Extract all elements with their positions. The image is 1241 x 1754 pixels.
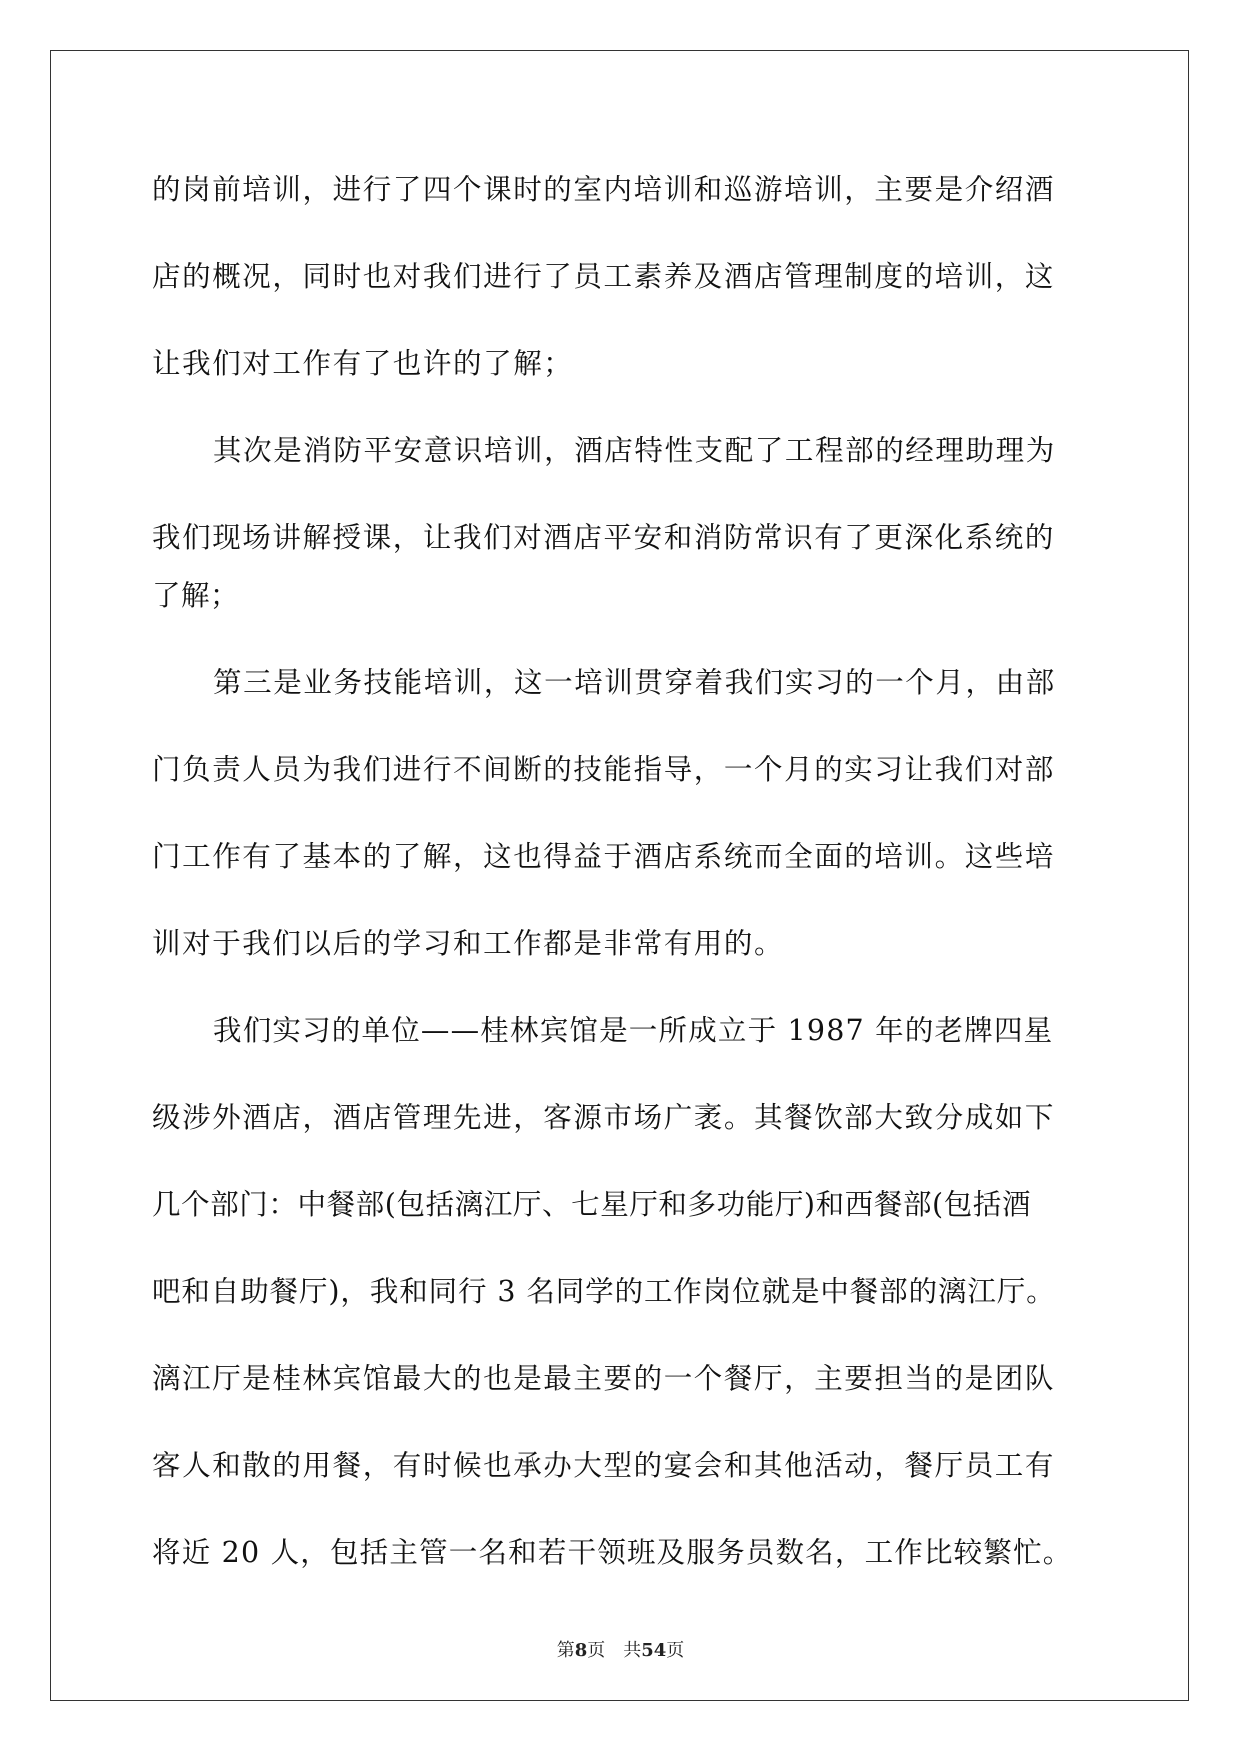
body-text-line: 吧和自助餐厅)，我和同行 3 名同学的工作岗位就是中餐部的漓江厅。 (152, 1275, 1056, 1308)
body-text-line: 的岗前培训，进行了四个课时的室内培训和巡游培训，主要是介绍酒 (152, 173, 1056, 206)
page-mid: 页 共 (587, 1640, 642, 1661)
body-text-line: 几个部门：中餐部(包括漓江厅、七星厅和多功能厅)和西餐部(包括酒 (152, 1188, 1032, 1221)
body-text-line: 店的概况，同时也对我们进行了员工素养及酒店管理制度的培训，这 (152, 260, 1056, 293)
paragraph-first-line: 其次是消防平安意识培训，酒店特性支配了工程部的经理助理为 (213, 434, 1056, 467)
body-text-line: 了解； (152, 579, 240, 612)
body-text-line: 级涉外酒店，酒店管理先进，客源市场广袤。其餐饮部大致分成如下 (152, 1101, 1056, 1134)
page-current: 8 (574, 1640, 588, 1661)
body-text-line: 将近 20 人，包括主管一名和若干领班及服务员数名，工作比较繁忙。 (152, 1536, 1073, 1569)
body-text-line: 门负责人员为我们进行不间断的技能指导，一个月的实习让我们对部 (152, 753, 1056, 786)
page-suffix: 页 (666, 1640, 685, 1661)
page-number-footer (0, 1640, 1241, 1662)
body-text-line: 我们现场讲解授课，让我们对酒店平安和消防常识有了更深化系统的 (152, 521, 1056, 554)
body-text-line: 让我们对工作有了也许的了解； (152, 347, 574, 380)
paragraph-first-line: 我们实习的单位——桂林宾馆是一所成立于 1987 年的老牌四星 (213, 1014, 1054, 1047)
body-text-line: 漓江厅是桂林宾馆最大的也是最主要的一个餐厅，主要担当的是团队 (152, 1362, 1056, 1395)
page-prefix: 第 (556, 1640, 575, 1661)
paragraph-first-line: 第三是业务技能培训，这一培训贯穿着我们实习的一个月，由部 (213, 666, 1056, 699)
page-total: 54 (641, 1640, 667, 1661)
body-text-line: 门工作有了基本的了解，这也得益于酒店系统而全面的培训。这些培 (152, 840, 1056, 873)
body-text-line: 训对于我们以后的学习和工作都是非常有用的。 (152, 927, 785, 960)
body-text-line: 客人和散的用餐，有时候也承办大型的宴会和其他活动，餐厅员工有 (152, 1449, 1056, 1482)
